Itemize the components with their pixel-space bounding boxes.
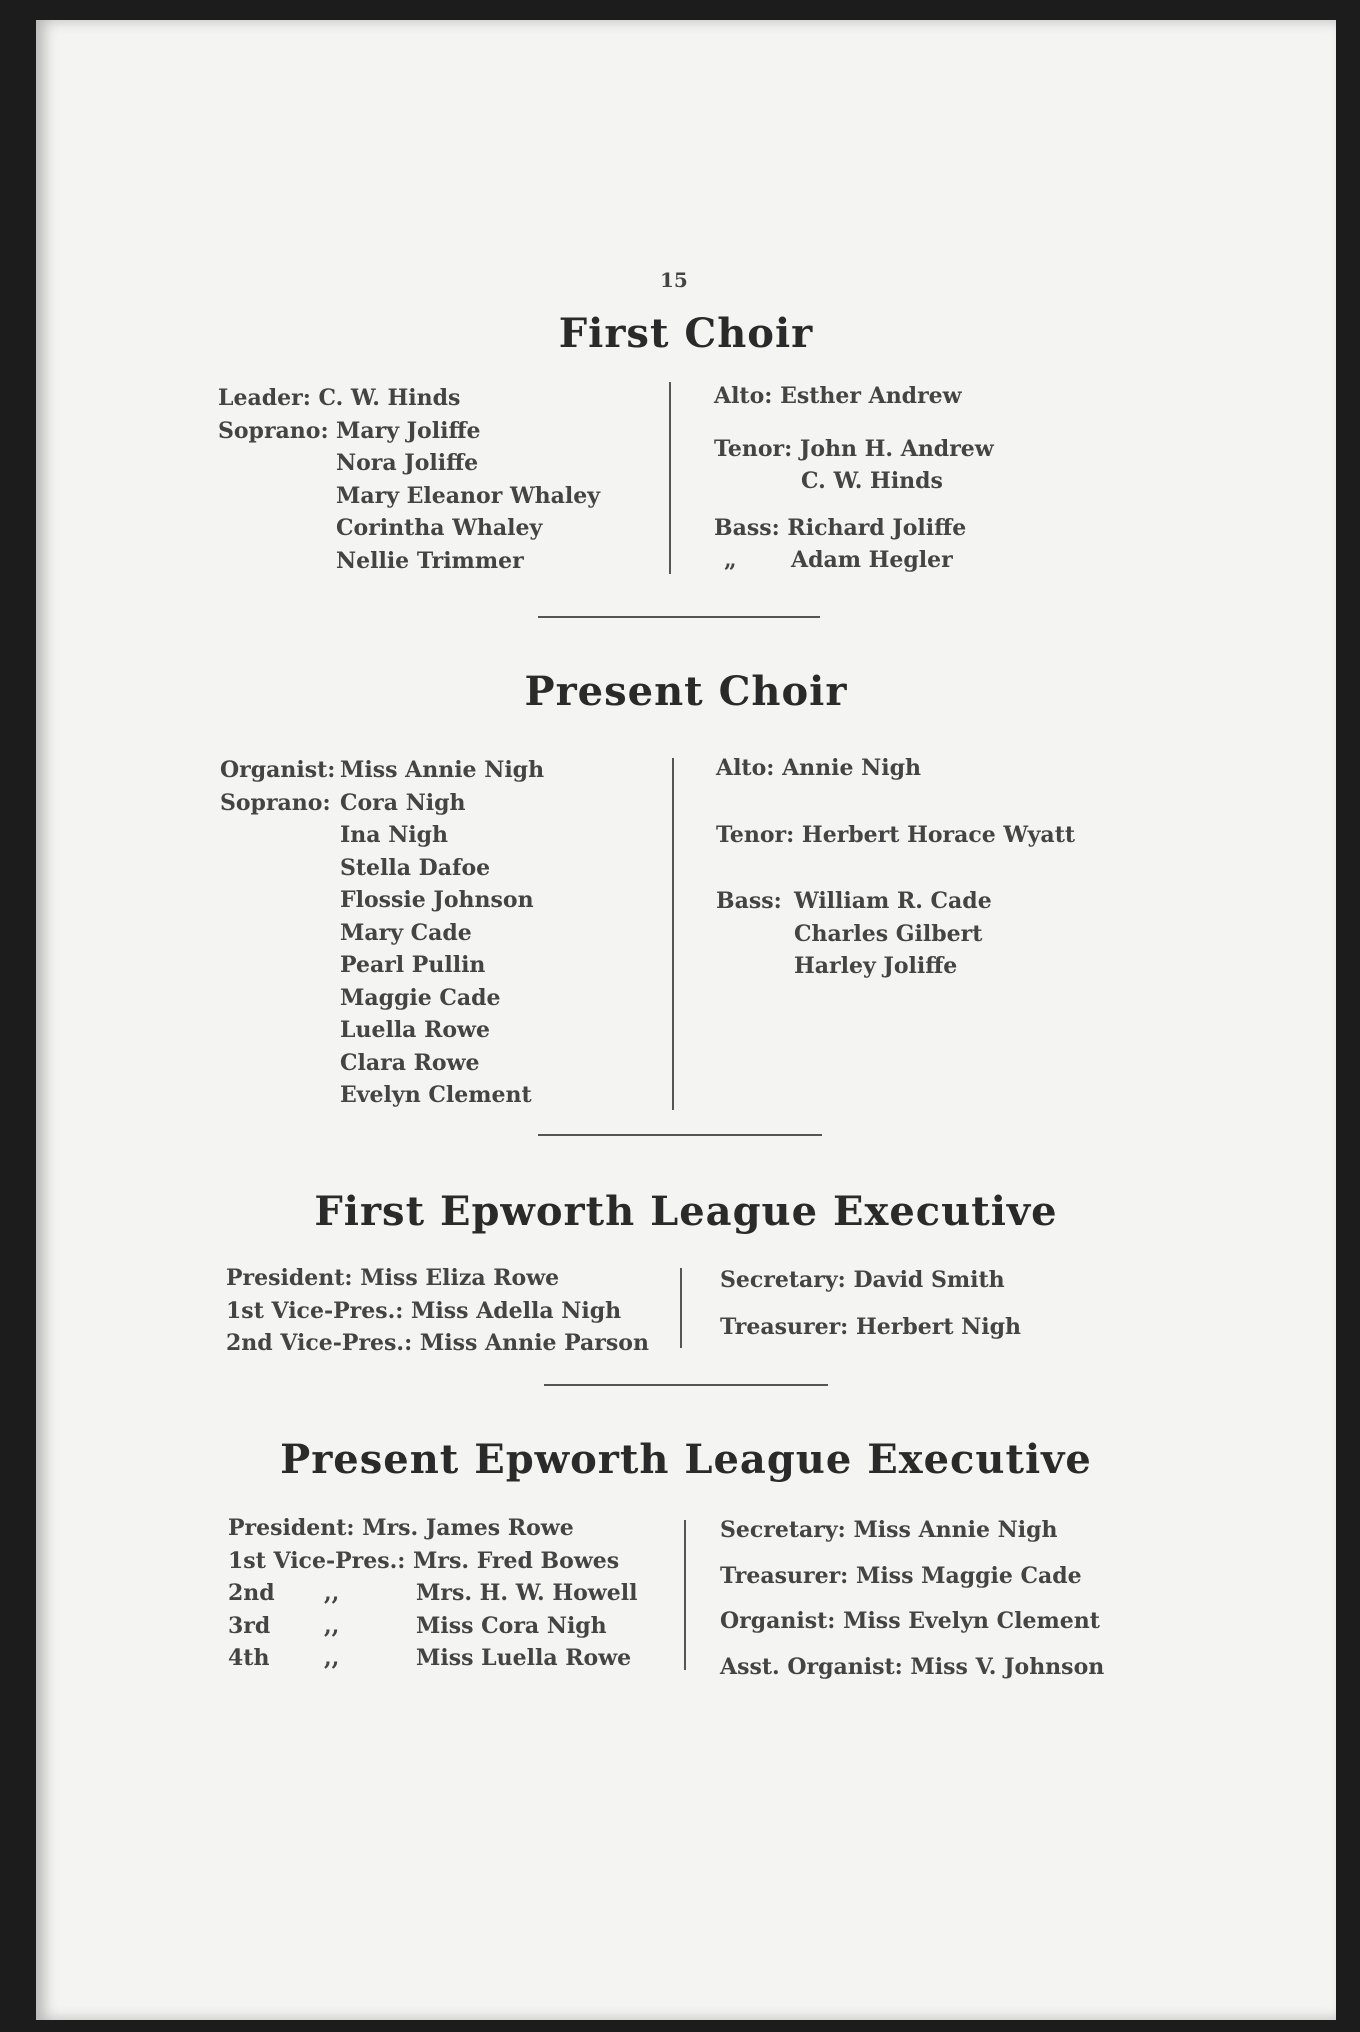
column-divider [672, 758, 674, 1110]
roster-line: Evelyn Clement [340, 1082, 532, 1108]
roster-line: Charles Gilbert [794, 920, 983, 947]
roster-line: Nellie Trimmer [336, 547, 524, 574]
column-divider [680, 1268, 682, 1348]
present-epworth-left-column [228, 1512, 637, 1675]
section-divider [538, 1134, 822, 1136]
roster-line: Soprano: Mary Joliffe [218, 417, 481, 444]
column-divider [684, 1520, 686, 1670]
roster-line: Organist: Miss Evelyn Clement [720, 1608, 1100, 1634]
roster-line: 2nd ,, Mrs. H. W. Howell [228, 1580, 638, 1606]
roster-line: Treasurer: Miss Maggie Cade [720, 1562, 1082, 1589]
roster-line: Mary Cade [340, 919, 472, 946]
present-choir-right-column [716, 752, 1075, 983]
section-divider [538, 616, 820, 618]
roster-line: C. W. Hinds [801, 468, 943, 494]
roster-line: Pearl Pullin [340, 952, 486, 978]
present-choir-heading: Present Choir [524, 668, 848, 715]
roster-line: Asst. Organist: Miss V. Johnson [720, 1653, 1105, 1680]
first-choir-right-column [714, 380, 994, 577]
roster-line: President: Mrs. James Rowe [228, 1515, 574, 1541]
roster-line: 1st Vice-Pres.: Miss Adella Nigh [226, 1297, 622, 1324]
page-number: 15 [660, 268, 688, 292]
roster-line: President: Miss Eliza Rowe [226, 1265, 560, 1291]
column-divider [669, 382, 671, 574]
roster-line: Treasurer: Herbert Nigh [720, 1313, 1021, 1340]
roster-line: „ Adam Hegler [724, 547, 953, 573]
roster-line: 3rd ,, Miss Cora Nigh [228, 1612, 607, 1639]
present-epworth-right-column [720, 1514, 1104, 1683]
roster-line: Bass: William R. Cade [716, 888, 992, 914]
roster-line: Tenor: John H. Andrew [714, 435, 994, 462]
first-choir-left-column [218, 382, 600, 577]
present-epworth-heading: Present Epworth League Executive [280, 1436, 1092, 1483]
present-choir-left-column [220, 754, 544, 1112]
roster-line: Corintha Whaley [336, 515, 543, 541]
roster-line: Stella Dafoe [340, 854, 491, 881]
roster-line: Alto: Esther Andrew [714, 383, 962, 409]
roster-line: 2nd Vice-Pres.: Miss Annie Parson [226, 1330, 649, 1356]
roster-line: Mary Eleanor Whaley [336, 482, 601, 509]
roster-line: Ina Nigh [340, 822, 449, 848]
roster-line: Luella Rowe [340, 1017, 490, 1043]
roster-line: Nora Joliffe [336, 450, 479, 476]
roster-line: Maggie Cade [340, 984, 501, 1011]
first-epworth-left-column [226, 1262, 649, 1360]
roster-line: Clara Rowe [340, 1049, 480, 1076]
roster-line: Soprano: Cora Nigh [220, 789, 466, 816]
roster-line: Bass: Richard Joliffe [714, 514, 967, 541]
roster-line: Secretary: David Smith [720, 1267, 1005, 1293]
first-epworth-right-column [720, 1264, 1021, 1343]
section-divider [544, 1384, 828, 1386]
roster-line: Flossie Johnson [340, 887, 534, 913]
first-choir-heading: First Choir [558, 310, 814, 357]
roster-line: 4th ,, Miss Luella Rowe [228, 1645, 632, 1671]
roster-line: Leader: C. W. Hinds [218, 385, 461, 411]
roster-line: Harley Joliffe [794, 953, 958, 979]
document-page [36, 20, 1336, 2020]
first-epworth-heading: First Epworth League Executive [314, 1188, 1058, 1235]
roster-line: Secretary: Miss Annie Nigh [720, 1517, 1058, 1543]
roster-line: Tenor: Herbert Horace Wyatt [716, 821, 1076, 848]
roster-line: 1st Vice-Pres.: Mrs. Fred Bowes [228, 1547, 620, 1574]
roster-line: Organist: Miss Annie Nigh [220, 757, 545, 783]
roster-line: Alto: Annie Nigh [716, 755, 921, 781]
